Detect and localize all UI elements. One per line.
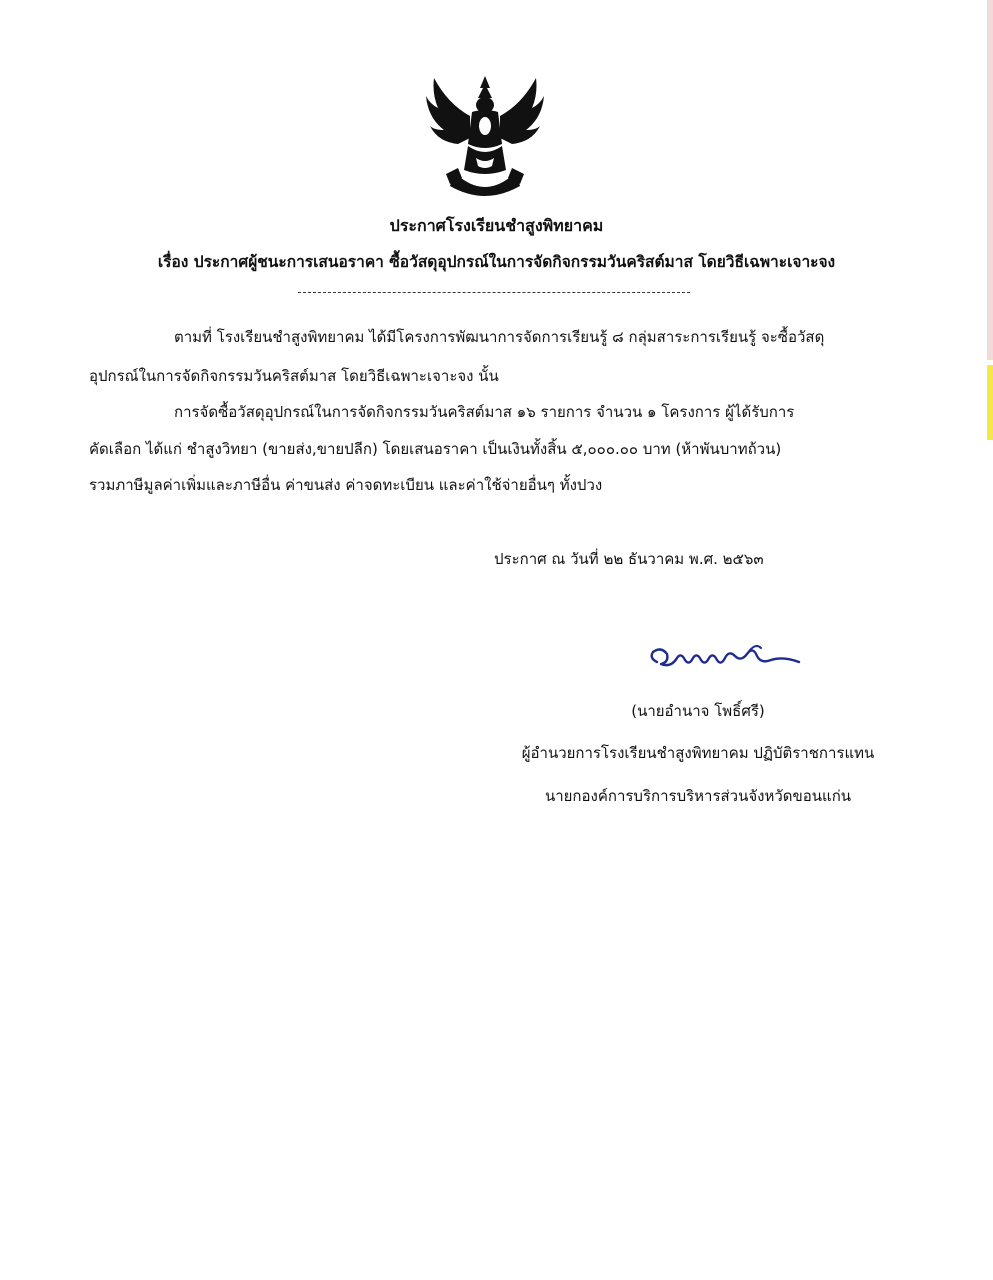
- body-line-4: คัดเลือก ได้แก่ ชำสูงวิทยา (ขายส่ง,ขายปลีก) โดยเสนอราคา เป็นเงินทั้งสิ้น ๕,๐๐๐.๐๐ บาท (ห้าพันบาทถ้วน): [89, 440, 782, 458]
- signatory-name: (นายอำนาจ โพธิ์ศรี): [631, 702, 765, 720]
- body-line-5: รวมภาษีมูลค่าเพิ่มและภาษีอื่น ค่าขนส่ง ค่าจดทะเบียน และค่าใช้จ่ายอื่นๆ ทั้งปวง: [89, 476, 603, 494]
- garuda-emblem-icon: [424, 74, 546, 202]
- body-line-2: อุปกรณ์ในการจัดกิจกรรมวันคริสต์มาส โดยวิธีเฉพาะเจาะจง นั้น: [89, 367, 499, 385]
- signatory-title-2: นายกองค์การบริการบริหารส่วนจังหวัดขอนแก่น: [544, 787, 852, 805]
- body-line-1: ตามที่ โรงเรียนชำสูงพิทยาคม ได้มีโครงการพัฒนาการจัดการเรียนรู้ ๘ กลุ่มสาระการเรียนรู้ จะซื้อวัสดุ: [174, 328, 825, 346]
- signatory-title-1: ผู้อำนวยการโรงเรียนชำสูงพิทยาคม ปฏิบัติราชการแทน: [521, 744, 875, 762]
- page-edge-yellow: [987, 365, 993, 440]
- document-subject: เรื่อง ประกาศผู้ชนะการเสนอราคา ซื้อวัสดุอุปกรณ์ในการจัดกิจกรรมวันคริสต์มาส โดยวิธีเฉพาะเจาะจง: [157, 253, 836, 271]
- title-divider: [298, 292, 690, 293]
- announcement-date: ประกาศ ณ วันที่ ๒๒ ธันวาคม พ.ศ. ๒๕๖๓: [494, 550, 764, 568]
- document-title: ประกาศโรงเรียนชำสูงพิทยาคม: [389, 216, 604, 235]
- body-line-3: การจัดซื้อวัสดุอุปกรณ์ในการจัดกิจกรรมวันคริสต์มาส ๑๖ รายการ จำนวน ๑ โครงการ ผู้ได้รับการ: [174, 403, 795, 421]
- page-edge-pink: [987, 0, 993, 360]
- handwritten-signature: [643, 640, 801, 676]
